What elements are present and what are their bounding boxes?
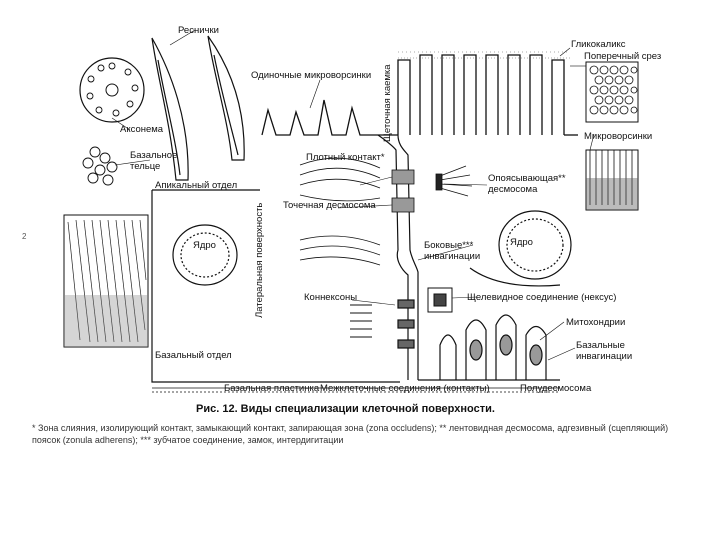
label-lateral-invaginations: Боковые*** инвагинации: [424, 240, 481, 262]
junction-column: [378, 135, 418, 380]
label-basal-lamina: Базальная пластинка: [224, 383, 320, 394]
cross-section-box: [586, 62, 638, 122]
figure-caption: Рис. 12. Виды специализации клеточной поверхности.: [196, 403, 495, 415]
label-basal-invaginations: Базальные инвагинации: [576, 340, 633, 362]
basal-body-drawing: [83, 147, 117, 185]
label-nucleus-left: Ядро: [193, 240, 216, 251]
label-glycocalyx: Гликокаликс: [571, 39, 626, 50]
microvilli-section-box: [586, 150, 638, 210]
connexons-drawing: [350, 305, 372, 337]
microvilli-drawing: [262, 55, 578, 135]
epithelium-block: [64, 215, 148, 347]
label-mitochondria: Митохондрии: [566, 317, 626, 328]
figure-footnote: * Зона слияния, изолирующий контакт, замыкающий контакт, запирающая зона (zona occludens); ** лентовидная десмосома, адгезивный (сцепляющий) поясок (zonula adherens); *** зубчатое соединение, замок, интердигитации: [32, 423, 669, 445]
side-mark: 2: [22, 232, 27, 241]
axoneme-cross-section: [80, 58, 144, 122]
label-nucleus-right: Ядро: [510, 237, 533, 248]
label-intercellular-junctions: Межклеточные соединения (контакты): [320, 383, 490, 394]
tight-junction-fibrils: [300, 158, 380, 265]
label-single-microvilli: Одиночные микроворсинки: [251, 70, 372, 81]
label-brush-border: Щеточная каемка: [382, 64, 393, 142]
label-apical-part: Апикальный отдел: [155, 180, 238, 191]
label-tight-junction: Плотный контакт*: [306, 152, 385, 163]
label-hemidesmosome: Полудесмосома: [520, 383, 592, 394]
label-lateral-surface: Латеральная поверхность: [254, 202, 265, 318]
label-connexons: Коннексоны: [304, 292, 358, 303]
desmosome-spray: [436, 166, 472, 196]
label-spot-desmosome: Точечная десмосома: [283, 200, 376, 211]
basal-invaginations-drawing: [418, 315, 560, 380]
label-basal-part: Базальный отдел: [155, 350, 232, 361]
label-cilia: Реснички: [178, 25, 219, 36]
label-cross-section: Поперечный срез: [584, 51, 662, 62]
label-encircling-desmosome: Опоясывающая** десмосома: [488, 173, 566, 195]
label-gap-junction: Щелевидное соединение (нексус): [467, 292, 617, 303]
label-basal-body: Базальное тельце: [130, 150, 178, 172]
label-microvilli: Микроворсинки: [584, 131, 653, 142]
gap-junction-block: [428, 288, 452, 312]
label-axoneme: Аксонема: [120, 124, 164, 135]
